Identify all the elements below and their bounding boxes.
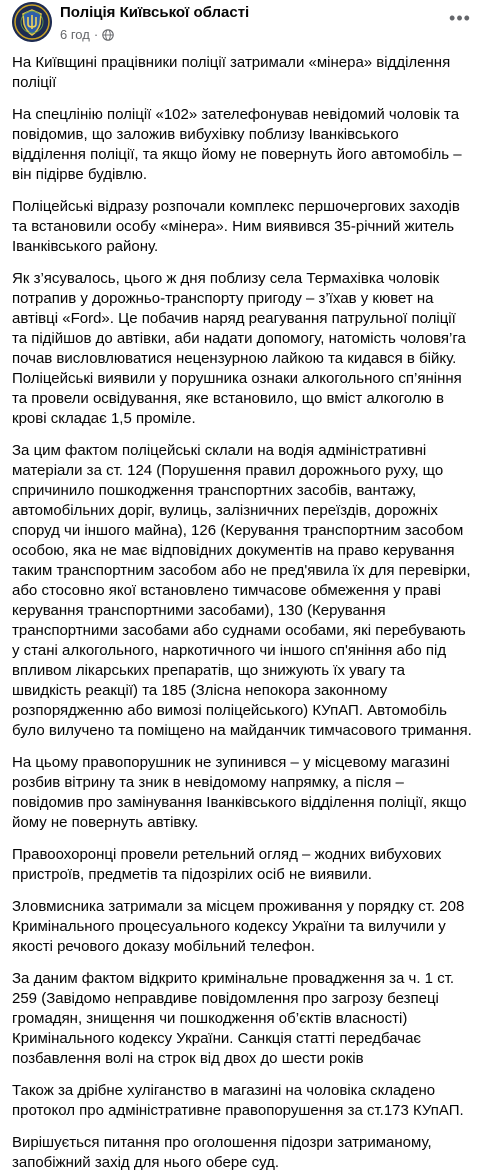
post-paragraph: Поліцейські відразу розпочали комплекс першочергових заходів та встановили особу «мінера». Ним виявився 35-річний житель Іванківського району. [12,198,460,255]
post-paragraph: За цим фактом поліцейські склали на водія адміністративні матеріали за ст. 124 (Порушення правил дорожнього руху, що спричинило пошкодження транспортних засобів, вантажу, автомобільних доріг, вулиць, залізничних переїздів, дорожніх споруд чи іншого майна), 126 (Керування транспортним засобом особою, яка не має відповідних документів на право керування таким транспортним засобом або не пред'явила їх для перевірки, або стосовно якої встановлено тимчасове обмеження у праві керування транспортними засобами), 130 (Керування транспортними засобами або суднами особами, які перебувають у стані алкогольного, наркотичного чи іншого сп'яніння або під впливом лікарських препаратів, що знижують їх увагу та швидкість реакції) та 185 (Злісна непокора законному розпорядженню або вимозі поліцейського) КУпАП. Автомобіль було вилучено та поміщено на майданчик тимчасового тримання. [12,442,472,739]
avatar[interactable] [12,2,52,42]
meta-separator: · [93,27,99,42]
police-emblem-icon [12,2,52,42]
post-paragraph: Правоохоронці провели ретельний огляд – жодних вибухових пристроїв, предметів та підозрілих осіб не виявили. [12,846,442,883]
post-header [12,0,480,48]
more-options-icon[interactable]: ••• [449,7,471,28]
post-paragraph: На цьому правопорушник не зупинився – у місцевому магазині розбив вітрину та зник в невідомому напрямку, а після – повідомив про замінування Іванківського відділення поліції, якщо йому не повернуть автівку. [12,754,467,831]
post-paragraph: Як з’ясувалось, цього ж дня поблизу села Термахівка чоловік потрапив у дорожньо-транспорту пригоду – з’їхав у кювет на автівці «Ford». Це побачив наряд реагування патрульної поліції та підійшов до автівки, аби надати допомогу, натомість чоловя’га почав висловлюватися нецензурною лайкою та кидався в бійку. Поліцейські виявили у порушника ознаки алкогольного сп’яніння та провели освідування, яке встановило, що вміст алкоголю в крові складає 1,5 проміле. [12,270,466,427]
post-paragraph: Зловмисника затримали за місцем проживання у порядку ст. 208 Кримінального процесуального кодексу України та вилучили у якості речового доказу мобільний телефон. [12,898,465,955]
post-paragraph: За даним фактом відкрито кримінальне провадження за ч. 1 ст. 259 (Завідомо неправдиве повідомлення про загрозу безпеці громадян, знищення чи пошкодження об’єктів власності) Кримінального кодексу України. Санкція статті передбачає позбавлення волі на строк від двох до шести років [12,970,455,1067]
post-paragraph: На Київщині працівники поліції затримали «мінера» відділення поліції [12,54,451,91]
post-paragraph: Вирішується питання про оголошення підозри затриманому, запобіжний захід для нього обере суд. [12,1134,432,1171]
post-paragraph: На спецлінію поліції «102» зателефонував невідомий чоловік та повідомив, що заложив вибухівку поблизу Іванківського відділення поліції, та якщо йому не повернуть його автомобіль – він підірве будівлю. [12,106,462,183]
page-author-name[interactable]: Поліція Київської області [60,4,250,21]
globe-icon[interactable] [102,29,114,41]
post-timestamp[interactable]: 6 год [60,27,90,42]
post-paragraph: Також за дрібне хуліганство в магазині на чоловіка складено протокол про адміністративне правопорушення за ст.173 КУпАП. [12,1082,464,1119]
post-meta [60,27,114,42]
post-body [12,53,474,1173]
